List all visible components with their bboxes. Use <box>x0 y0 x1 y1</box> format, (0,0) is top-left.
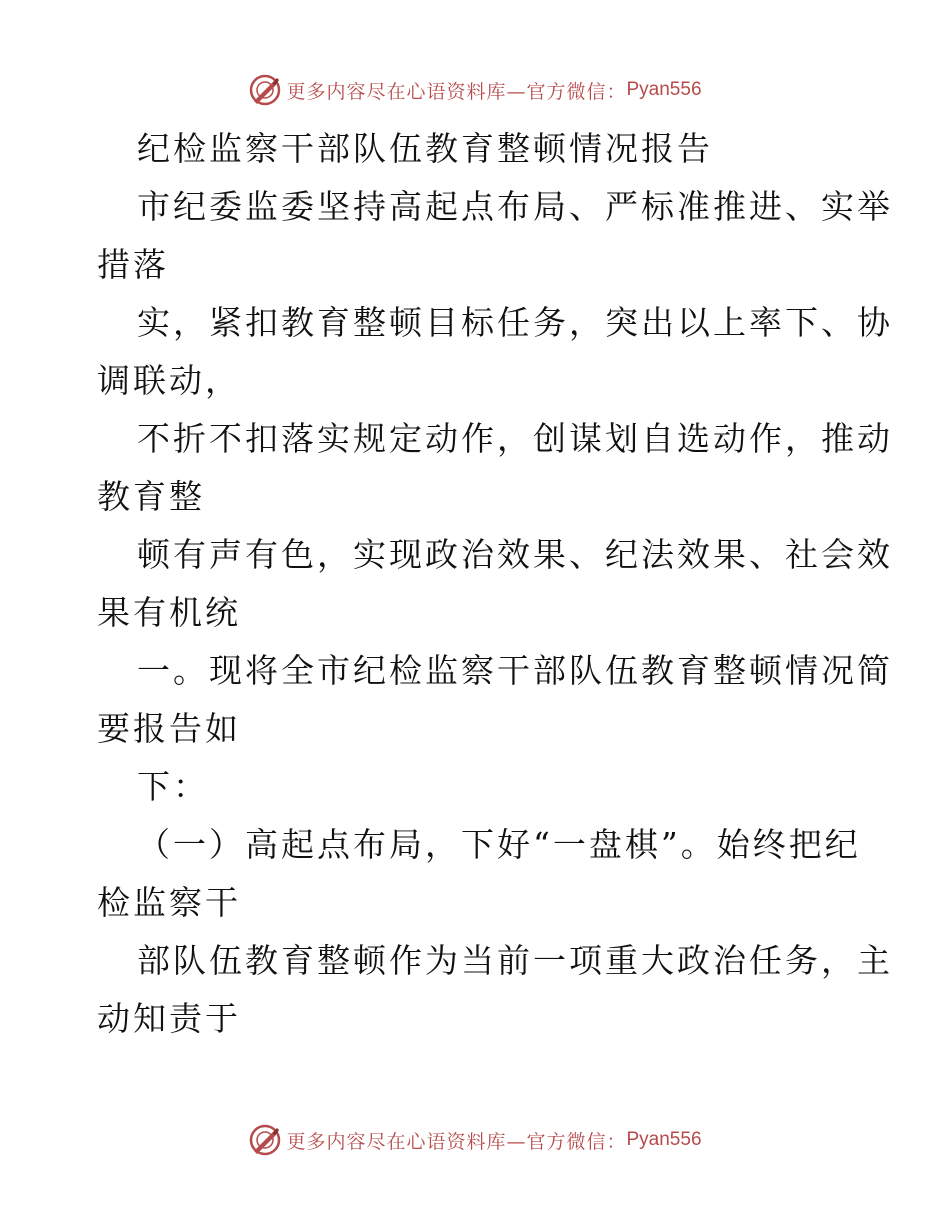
pen-logo-icon <box>248 1123 282 1157</box>
watermark-footer <box>0 1120 950 1160</box>
watermark-text: 更多内容尽在心语资料库—官方微信： <box>286 1130 627 1153</box>
document-line: 顿有声有色，实现政治效果、纪法效果、社会效 <box>137 535 893 574</box>
document-line: 要报告如 <box>97 709 241 748</box>
pen-logo-icon <box>248 73 282 107</box>
watermark-text: 更多内容尽在心语资料库—官方微信： <box>286 80 627 103</box>
document-line: 下： <box>137 767 209 806</box>
document-line: 部队伍教育整顿作为当前一项重大政治任务，主 <box>137 941 893 980</box>
document-line: 调联动， <box>97 361 241 400</box>
watermark-header <box>0 70 950 110</box>
document-line: 实，紧扣教育整顿目标任务，突出以上率下、协 <box>137 303 893 342</box>
document-line: 教育整 <box>97 477 205 516</box>
document-body <box>97 120 893 1048</box>
document-line: 市纪委监委坚持高起点布局、严标准推进、实举 <box>137 187 893 226</box>
document-line: （一）高起点布局，下好“一盘棋”。始终把纪 <box>137 825 861 864</box>
watermark-wechat-id: Pyan556 <box>626 1129 702 1150</box>
document-line: 一。现将全市纪检监察干部队伍教育整顿情况简 <box>137 651 893 690</box>
document-line: 措落 <box>97 245 169 284</box>
document-line: 检监察干 <box>97 883 241 922</box>
document-line: 纪检监察干部队伍教育整顿情况报告 <box>137 129 713 168</box>
document-line: 动知责于 <box>97 999 241 1038</box>
document-line: 不折不扣落实规定动作，创谋划自选动作，推动 <box>137 419 893 458</box>
watermark-wechat-id: Pyan556 <box>626 79 702 100</box>
document-line: 果有机统 <box>97 593 241 632</box>
